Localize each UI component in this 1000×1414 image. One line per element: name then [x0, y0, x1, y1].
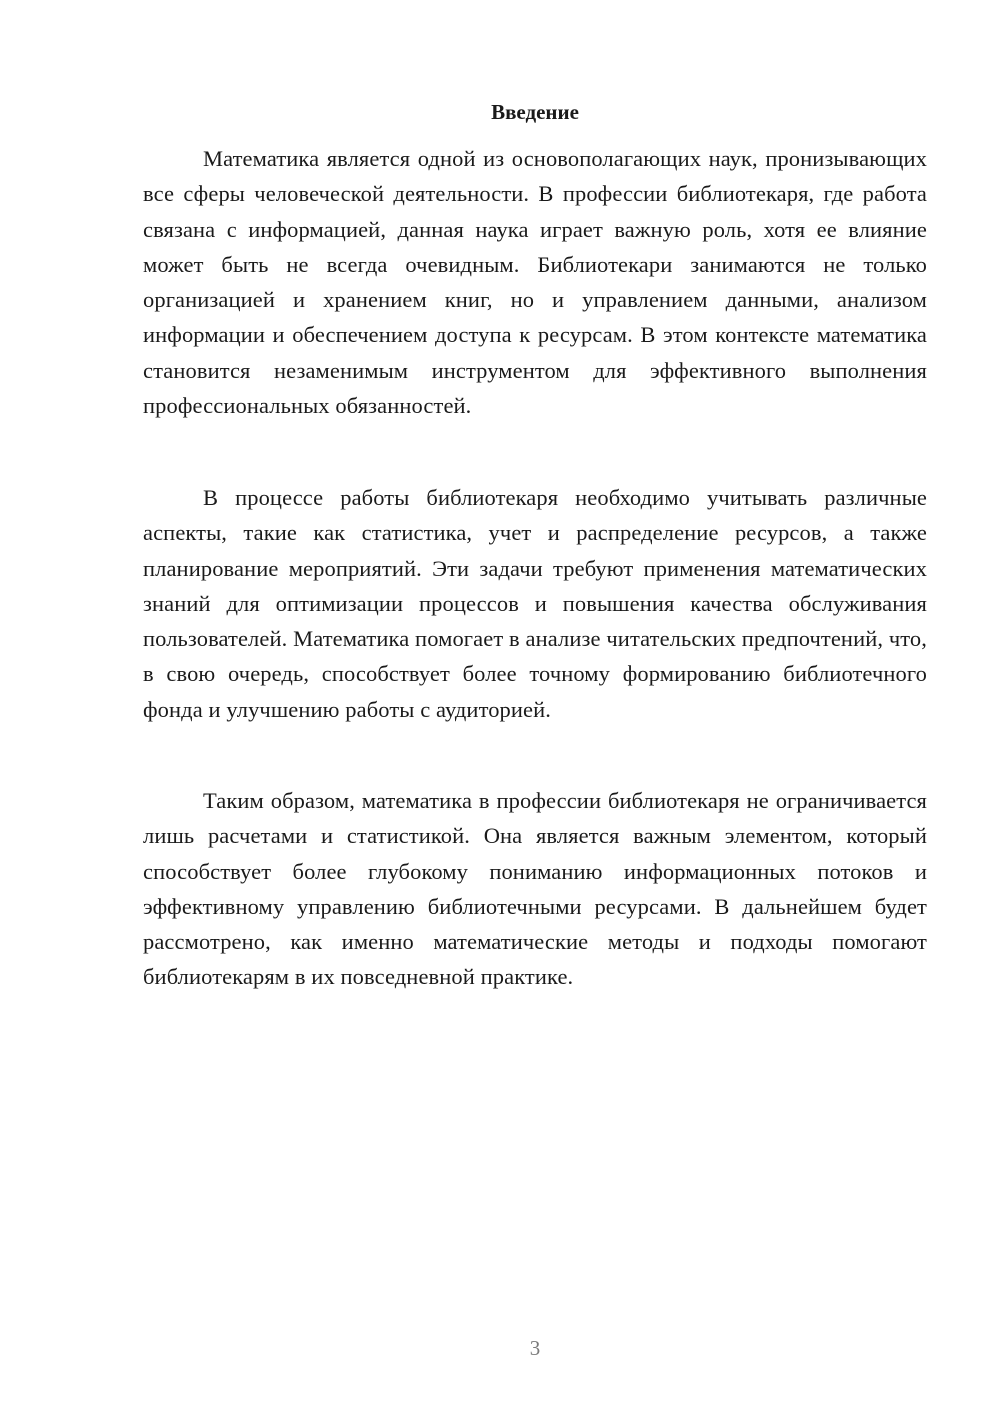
paragraph-conclusion: Таким образом, математика в профессии библиотекаря не ограничивается лишь расчетами и статистикой. Она является важным элементом, который способствует более глубокому пониманию информационных потоков и эффективному управлению библиотечными ресурсами. В дальнейшем будет рассмотрено, как именно математические методы и подходы помогают библиотекарям в их повседневной практике.	[143, 788, 927, 990]
paragraph-work-process: В процессе работы библиотекаря необходимо учитывать различные аспекты, такие как статистика, учет и распределение ресурсов, а также планирование мероприятий. Эти задачи требуют применения математических знаний для оптимизации процессов и повышения качества обслуживания пользователей. Математика помогает в анализе читательских предпочтений, что, в свою очередь, способствует более точному формированию библиотечного фонда и улучшению работы с аудиторией.	[143, 485, 927, 722]
page-number: 3	[529, 1336, 541, 1360]
paragraph-introduction: Математика является одной из основополагающих наук, пронизывающих все сферы человеческой деятельности. В профессии библиотекаря, где работа связана с информацией, данная наука играет важную роль, хотя ее влияние может быть не всегда очевидным. Библиотекари занимаются не только организацией и хранением книг, но и управлением данными, анализом информации и обеспечением доступа к ресурсам. В этом контексте математика становится незаменимым инструментом для эффективного выполнения профессиональных обязанностей.	[143, 146, 927, 419]
section-title: Введение	[491, 100, 579, 124]
